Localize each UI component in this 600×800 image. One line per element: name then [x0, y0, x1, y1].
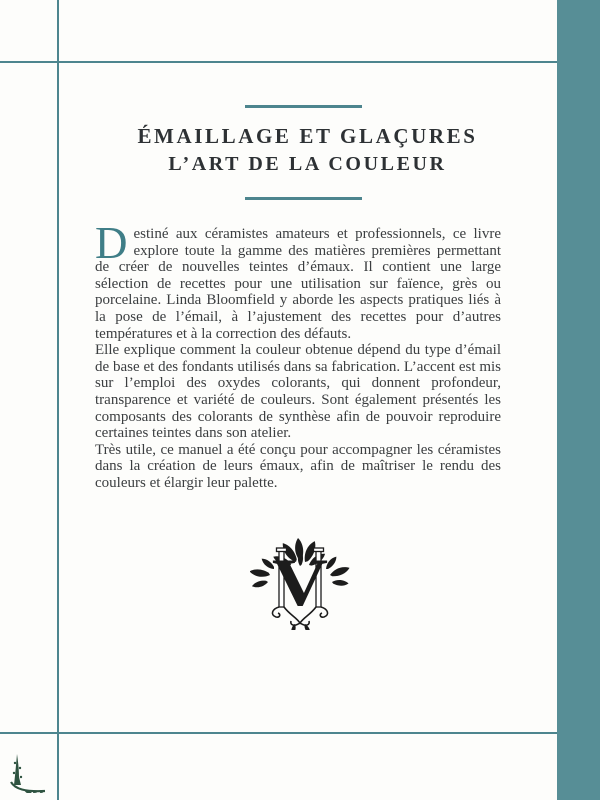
right-teal-band [557, 0, 600, 800]
content-area [58, 0, 557, 800]
paragraph-3: Très utile, ce manuel a été conçu pour accompagner les céramistes dans la création de leurs émaux, afin de maîtriser le rendu des couleurs et élargir leur palette. [95, 441, 501, 491]
paragraph-1 [95, 218, 501, 342]
corner-flourish-icon [9, 753, 47, 793]
monogram-letter: V [272, 544, 328, 620]
paragraph-1-text: estiné aux céramistes amateurs et professionnels, ce livre explore toute la gamme des matières premières permettant de créer de nouvelles teintes d’émaux. Il contient une large sélection de recettes pour une utilisation sur faïence, grès ou porcelaine. Linda Bloomfield y aborde les aspects pratiques liés à la pose de l’émail, à l’ajustement des recettes pour d’autres températures et à la correction des défauts. [95, 226, 501, 342]
back-cover-text [95, 218, 501, 492]
book-title: ÉMAILLAGE ET GLAÇURES [137, 124, 478, 148]
publisher-monogram-icon [250, 535, 350, 630]
drop-cap: D [95, 218, 128, 268]
paragraph-2: Elle explique comment la couleur obtenue dépend du type d’émail de base et des fondants utilisés dans sa fabrication. L’accent est mis sur l’emploi des oxydes colorants, qui donnent profondeur, transparence et variété de couleurs. Sont également présentés les composants des colorants de synthèse afin de pouvoir reproduire certaines teintes dans son atelier. [95, 342, 501, 442]
title-rule-top [245, 105, 362, 108]
title-rule-bottom [245, 197, 362, 200]
book-subtitle: L’ART DE LA COULEUR [168, 153, 447, 175]
